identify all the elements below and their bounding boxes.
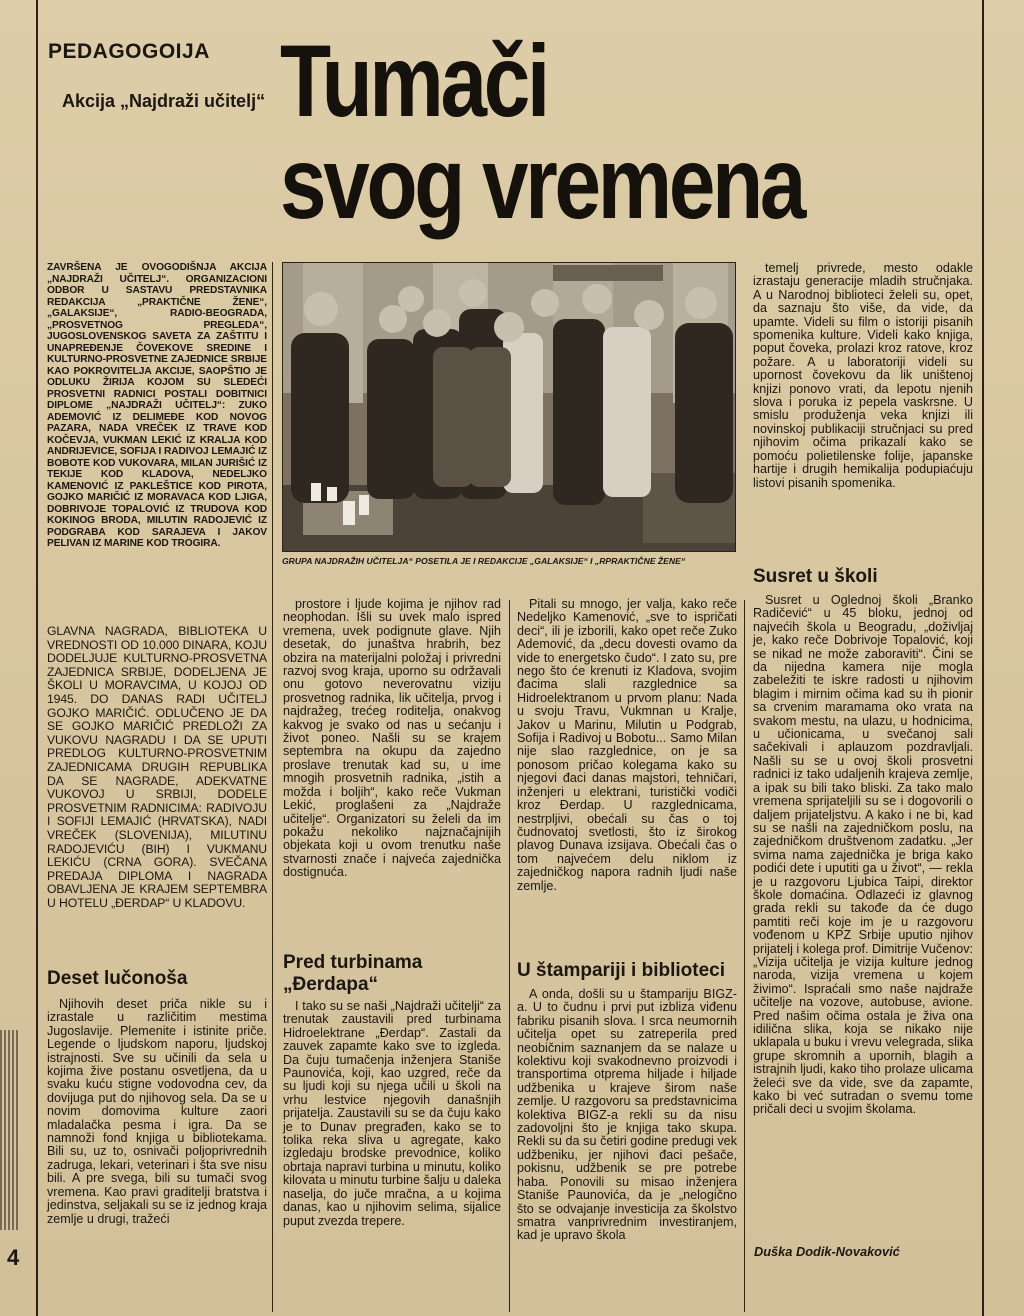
col2-text [283, 598, 501, 880]
headline [280, 24, 804, 240]
photo-caption: GRUPA NAJDRAŽIH UČITELJA“ POSETILA JE I REDAKCIJE „GALAKSIJE“ I „RPRAKTIČNE ŽENE“ [282, 556, 686, 566]
right-border-rule [982, 0, 984, 1316]
left-border-rule [36, 0, 38, 1316]
lead-paragraph: ZAVRŠENA JE OVOGODIŠNJA AKCIJA „NAJDRAŽI UČITELJ“. ORGANIZACIONI ODBOR U SASTAVU PREDSTAVNIKA REDAKCIJA „PRAKTIČNE ŽENE“, „GALAKSIJE“, RADIO-BEOGRADA, „PROSVETNOG PREGLEDA“, JUGOSLOVENSKOG SAVETA ZA ZAŠTITU I UNAPREĐENJE ČOVEKOVE SREDINE I KULTURNO-PROSVETNE ZAJEDNICE SRBIJE KAO POKROVITELJA AKCIJE, SAOPŠTIO JE ODLUKU ŽIRIJA KOJOM SU SLEDEĆI PROSVETNI RADNICI POSTALI DOBITNICI DIPLOME „NAJDRAŽI UČITELJ“: ZUKO ADEMOVIĆ IZ DELIMEĐE KOD NOVOG PAZARA, NADA VREČEK IZ TRAVE KOD KOČEVJA, VUKMAN LEKIĆ IZ KRALJA KOD ANDRIJEVICE, SOFIJA I RADIVOJ LEMAJIĆ IZ BOBOTE KOD VUKOVARA, MILAN JURIŠIĆ IZ TEKIJE KOD KLADOVA, NEDELJKO KAMENOVIĆ IZ PAKLEŠTICE KOD PIROTA, GOJKO MARIČIĆ IZ MORAVACA KOD LJIGA, DOBRIVOJE TOPALOVIĆ IZ TRUDOVA KOD KOKINOG BRODA, MILUTIN RADOJEVIĆ IZ PODGRABA KOD SARAJEVA I JAKOV PELIVAN IZ MARINE KOD TROGIRA. [47, 262, 267, 549]
subhead-susret-u-skoli: Susret u školi [753, 566, 878, 587]
col2-paragraph: prostore i ljude kojima je njihov rad neophodan. Išli su uvek malo ispred vremena, uvek podignute glave. Njih desetak, do junaštva hrabrih, bez obzira na materijalni položaj i privredni razvoj svog kraja, uporno su održavali onu gotovo neverovatnu viziju prosvetnog radnika, lik učitelja, prvog i najdražeg, trećeg roditelja, onakvog kakvog je svako od nas u sećanju i život poneo. Našli su se krajem septembra na okupu da zajedno proslave trenutak kad su, u ime mnogih prosvetnih radnika, „istih a možda i boljih“, kako reče Vukman Lekić, proglašeni za „Najdraže učitelje“. Organizatori su želeli da im pokažu nekoliko najznačajnijih objekata koji u ovom trenutku naše stvarnosti znače i najveća zajednička dostignuća. [283, 597, 501, 880]
binding-edge [0, 1030, 18, 1230]
column-rule-3 [744, 600, 745, 1312]
kicker: Akcija „Najdraži učitelj“ [62, 91, 266, 111]
subhead-deset-luconosa: Deset lučonoša [47, 968, 188, 989]
col3-text [517, 598, 737, 893]
column-rule-2 [509, 600, 510, 1312]
section-title: PEDAGOGOIJA [48, 40, 210, 63]
author-signature: Duška Dodik-Novaković [754, 1244, 900, 1259]
col1-text [47, 998, 267, 1226]
col3-paragraph-2: A onda, došli su u štampariju BIGZ-a. U to čudnu i prvi put izbliza viđenu fabriku pisanih slova. I srca neumornih učitelja opet su zatreperila pred neobičnim saznanjem da se nalaze u kolektivu koji svakodnevno proizvodi i transportima otprema hiljade i hiljade udžbenika u krajeve širom naše zemlje. U razgovoru sa predstavnicima kolektiva BIGZ-a rekli su da nisu zadovoljni što je knjiga tako skupa. Rekli su da su četiri godine predugi vek udžbeniku, jer njihovi đaci pešače, pokisnu, udžbenik se pre potrebe haba. Ponovili su misao inženjera Staniše Paunovića, da je „nelogično što se odvajanje investicija za školstvo smatra vanprivrednim investiranjem, kad je upravo škola [517, 987, 737, 1243]
col4-text-2 [753, 594, 973, 1117]
headline-line-2: svog vremena [280, 126, 804, 240]
page-number: 4 [7, 1245, 20, 1270]
col4-paragraph-2: Susret u Oglednoj školi „Branko Radičević“ u 45 bloku, jednoj od najvećih škola u Beogradu, „doživljaj je, kako reče Dobrivoje Topalović, koji se nikad ne može zaboraviti“. Čini se da nijedna kamera nije mogla zabeležiti te iskre radosti u njihovim blagim i mirnim očima kad su ih pionir sa crvenim maramama oko vrata na svakom mestu, na ulazu, u hodnicima, u učionicama, u svečanoj sali sačekivali i aplauzom pozdravljali. Našli su se u ovoj školi prosvetni radnici iz tako udaljenih krajeva zemlje, a ipak su bili tako bliski. Za tako malo vremena sprijateljili su se i dogovorili o daljem prijateljstvu. A kako i ne bi, kad su se našli na zajedničkom poslu, na zajedničkom društvenom zadatku. „Jer svima nama zajednička je briga kako podići dete i uputiti ga u život“, — rekla je u razgovoru Ljubica Taipi, direktor škole domaćina. Odlazeći iz glavnog grada rekli su takođe da će dugo pamtiti reči koje im je u razgovoru vođenom u KPZ Srbije uputio njihov prijatelj i kolega prof. Dimitrije Vučenov: „Vizija učitelja je vizija kulture jednog naroda, vizija vremena u kojem živimo“. Ispraćali smo naše najdraže učitelje na vozove, autobuse, avione. Pred našim očima ostala je živa ona idilična slika, koja se nikako nije uklapala u buku i vrevu velegrada, slika grupe skromnih a upornih, blagih a istrajnih ljudi, kako tiho prolaze ulicama želeći sve da vide, sve da zapamte, kako bi već sutradan o svemu tome pričali deci u svojim školama. [753, 593, 974, 1117]
headline-line-1: Tumači [280, 24, 547, 138]
group-photo-illustration [283, 263, 736, 552]
col3-text-2 [517, 988, 737, 1243]
col4-paragraph: temelj privrede, mesto odakle izrastaju generacije mladih stručnjaka. A u Narodnoj biblioteci želeli su, opet, da saznaju što više, da vide, da upamte. Videli su film o istoriji pisanih spomenika kulture. Videli kako knjiga, poput čoveka, prolazi kroz ratove, kroz požare. A u laboratoriji videli su upornost čovekovu da lik uništenoj knjizi ponovo vrati, da lepotu njenih slova i poruka iz pepela vaskrsne. U smislu produženja veka knjizi ili novinskoj publikaciji stručnjaci su pred njihovim očima prikazali kako se pomoću polietilenske folije, japanske hartije i drugih hemikalija podupiaćuju listovi pisanih spomenika. [753, 261, 973, 490]
col2-text-2 [283, 1000, 501, 1228]
col4-text [753, 262, 973, 490]
group-photo [282, 262, 736, 552]
column-rule-1 [272, 262, 273, 1312]
award-paragraph: GLAVNA NAGRADA, BIBLIOTEKA U VREDNOSTI OD 10.000 DINARA, KOJU DODELJUJE KULTURNO-PROSVETNA ZAJEDNICA SRBIJE, DODELJENA JE ŠKOLI U MORAVCIMA, U KOJOJ OD 1945. DO DANAS RADI UČITELJ GOJKO MARIČIĆ. ODLUČENO JE DA SE GOJKO MARIČIĆ PREDLOŽI ZA VUKOVU NAGRADU I DA SE UPUTI PREDLOG KULTURNO-PROSVETNIM ZAJEDNICAMA DRUGIH REPUBLIKA DA SE NAGRADE, ADEKVATNE VUKOVOJ U SRBIJI, DODELE PROSVETNIM RADNICIMA: RADIVOJU I SOFIJI LEMAJIĆ (HRVATSKA), NADI VREČEK (SLOVENIJA), MILUTINU RADOJEVIĆU (BIH) I VUKMANU LEKIĆU (CRNA GORA). SVEČANA PREDAJA DIPLOMA I NAGRADA OBAVLJENA JE KRAJEM SEPTEMBRA U HOTELU „ĐERDAP“ U KLADOVU. [47, 624, 267, 910]
col1-paragraph: Njihovih deset priča nikle su i izrastale u različitim mestima Jugoslavije. Plemenite i istinite priče. Legende o ljudskom naporu, ljudskoj istrajnosti. Sve su učinili da sela u kojima žive postanu osvetljena, da u svaku kuću stigne vodovodna cev, da dovijuga put do njihovog sela. Da se u novim domovima kulture zaori mladalačka pesma i igra. Da se namnoži fond knjiga u bibliotekama. Bili su, uz to, osnivači poljoprivrednih zadruga, lekari, veterinari i šta sve nisu bili. A pre svega, bili su tumači svog vremena. Kao pravi graditelji bratstva i jedinstva, seljakali su se iz jednog kraja zemlje u drugi, tražeći [47, 997, 267, 1226]
subhead-pred-turbinama: Pred turbinama „Đerdapa“ [283, 952, 423, 995]
col3-paragraph: Pitali su mnogo, jer valja, kako reče Nedeljko Kamenović, „sve to ispričati deci“, ili je izborili, kako opet reče Zuko Ademović, da „decu dovesti ovamo da vide to energetsko čudo“. I zato su, pre nego što će krenuti iz Kladova, svojim đacima slali razglednice sa Hidroelektranom u prvom planu: Nada u svoju Travu, Vukmnan u Kralje, Jakov u Marinu, Milutin u Podgrab, Sofija i Radivoj u Bobotu... Samo Milan nije slao razglednice, on je sa ponosom pričao kolegama kako su njegovi đaci danas majstori, tehničari, inženjeri u elektrani, turistički vodiči kroz Đerdap. U razglednicama, nestrpljivi, obećali su čas o toj čudnovatoj svetlosti, što iz širokog plavog Dunava izsijava. Obećali čas o tom najvećem delu niklom iz zajedničkog napora radnih ljudi naše zemlje. [517, 597, 737, 893]
col2-paragraph-2: I tako su se naši „Najdraži učitelji“ za trenutak zaustavili pred turbinama Hidroelektrane „Đerdap“. Zastali da zauvek zapamte kako sve to izgleda. Da čuju tumačenja inženjera Staniše Paunovića, koji, kao uzgred, reče da su ljudi koji su njega učili u školi na vrhu lestvice njegovih današnjih prijatelja. Zaustavili su se da čuju kako je to Dunav pregrađen, kako se to tolika reka sliva u agregate, kako izgledaju brodske prevodnice, koliko obrtaja napravi turbina u minutu, koliko kilovata u minutu turbine šalju u daleka naselja, do juče mračna, a u kojima danas, kao u njihovim selima, sijalice puput zvezda trepere. [283, 999, 501, 1228]
subhead-u-stampariji: U štampariji i biblioteci [517, 960, 725, 981]
